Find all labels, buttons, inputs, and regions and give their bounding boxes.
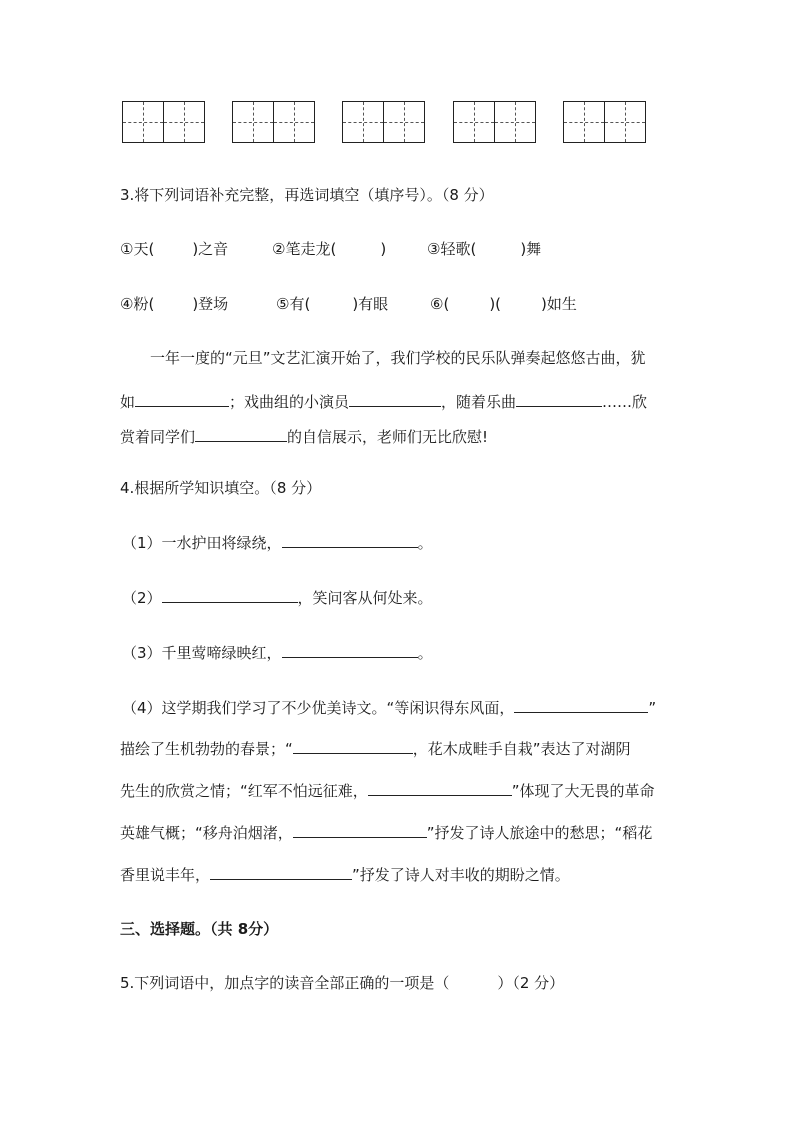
grid-cell[interactable] (563, 101, 605, 143)
writing-grid-5[interactable] (563, 101, 646, 143)
writing-grid-3[interactable] (342, 101, 425, 143)
answer-blank[interactable] (293, 739, 413, 754)
question-text: ）（2 分） (497, 974, 565, 992)
q3-item-4-start: ④粉( (120, 295, 155, 313)
item-number: （1） (122, 534, 162, 552)
q3-item-1 (120, 238, 228, 259)
q4-item-2 (122, 587, 433, 608)
writing-grid-1[interactable] (122, 101, 205, 143)
paragraph-text: 赏着同学们 (120, 428, 196, 446)
q3-item-4-end: )登场 (192, 295, 229, 313)
q3-item-5 (276, 293, 388, 314)
q4-item-4-line-3 (120, 780, 655, 801)
grid-cell[interactable] (122, 101, 164, 143)
answer-blank[interactable] (293, 823, 427, 838)
poem-line: 一水护田将绿绕， (161, 534, 282, 552)
grid-cell[interactable] (164, 101, 205, 143)
q3-item-2-start: ②笔走龙( (272, 240, 337, 258)
paragraph-text: 的自信展示，老师们无比欣慰! (287, 428, 489, 446)
q3-item-1-end: )之音 (192, 240, 229, 258)
q3-item-2-end: ) (380, 240, 387, 258)
paragraph-text: 英雄气概；“移舟泊烟渚， (120, 824, 293, 842)
q4-item-4-line-1 (122, 697, 656, 718)
paragraph-text: ，随着乐曲 (441, 393, 517, 411)
q4-item-4-line-5 (120, 864, 570, 885)
paragraph-text: 这学期我们学习了不少优美诗文。“等闲识得东风面， (161, 699, 515, 717)
q5-title (120, 972, 564, 993)
q4-item-1 (122, 532, 433, 553)
answer-blank[interactable] (195, 427, 287, 442)
answer-blank[interactable] (282, 533, 418, 548)
grid-cell[interactable] (274, 101, 315, 143)
grid-cell[interactable] (605, 101, 646, 143)
q3-paragraph-line-2 (120, 391, 647, 412)
paragraph-text: ”体现了大无畏的革命 (511, 782, 655, 800)
q3-item-3-end: )舞 (520, 240, 542, 258)
paragraph-text: ”抒发了诗人旅途中的愁思；“稻花 (426, 824, 653, 842)
q3-item-6-end: )如生 (541, 295, 577, 313)
q4-item-3 (122, 642, 433, 663)
answer-blank[interactable] (349, 392, 441, 407)
q3-paragraph-line-1: 一年一度的“元旦”文艺汇演开始了，我们学校的民乐队弹奏起悠悠古曲，犹 (150, 349, 646, 367)
answer-blank[interactable] (135, 392, 229, 407)
q3-paragraph-line-3 (120, 426, 488, 447)
paragraph-text: 先生的欣赏之情；“红军不怕远征难， (120, 782, 368, 800)
grid-cell[interactable] (384, 101, 425, 143)
writing-grid-2[interactable] (232, 101, 315, 143)
q3-item-4 (120, 293, 228, 314)
q3-item-5-end: )有眼 (352, 295, 389, 313)
item-number: （2） (122, 589, 162, 607)
answer-blank[interactable] (368, 781, 512, 796)
q3-item-3-start: ③轻歌( (427, 240, 477, 258)
writing-grid-4[interactable] (453, 101, 536, 143)
q4-title: 4.根据所学知识填空。（8 分） (120, 479, 322, 497)
grid-cell[interactable] (495, 101, 536, 143)
answer-blank[interactable] (514, 698, 648, 713)
q3-item-1-start: ①天( (120, 240, 155, 258)
q3-item-6 (430, 293, 577, 314)
answer-blank[interactable] (162, 588, 298, 603)
poem-line: 千里莺啼绿映红， (161, 644, 282, 662)
answer-blank[interactable] (516, 392, 602, 407)
q3-title: 3.将下列词语补充完整，再选词填空（填序号）。（8 分） (120, 186, 494, 204)
paragraph-text: ……欣 (602, 393, 648, 411)
paragraph-text: ；戏曲组的小演员 (229, 393, 350, 411)
q3-item-6-mid: )( (489, 295, 502, 313)
grid-cell[interactable] (232, 101, 274, 143)
punctuation: ” (648, 699, 657, 717)
paragraph-text: 香里说丰年， (120, 866, 211, 884)
paragraph-text: ，花木成畦手自栽”表达了对湖阴 (412, 740, 631, 758)
poem-line: ，笑问客从何处来。 (297, 589, 433, 607)
item-number: （4） (122, 699, 162, 717)
answer-blank[interactable] (282, 643, 418, 658)
q3-item-3 (427, 238, 541, 259)
answer-blank[interactable] (210, 865, 352, 880)
q3-item-2 (272, 238, 386, 259)
question-text: 5.下列词语中，加点字的读音全部正确的一项是（ (120, 974, 450, 992)
item-number: （3） (122, 644, 162, 662)
paragraph-text: 描绘了生机勃勃的春景；“ (120, 740, 293, 758)
grid-cell[interactable] (453, 101, 495, 143)
q3-item-6-start: ⑥( (430, 295, 450, 313)
punctuation: 。 (417, 534, 433, 552)
paragraph-text: ”抒发了诗人对丰收的期盼之情。 (352, 866, 570, 884)
q4-item-4-line-4 (120, 822, 652, 843)
q3-item-5-start: ⑤有( (276, 295, 311, 313)
q4-item-4-line-2 (120, 738, 631, 759)
paragraph-text: 如 (120, 393, 136, 411)
section-3-heading: 三、选择题。（共 8分） (120, 920, 279, 938)
grid-cell[interactable] (342, 101, 384, 143)
punctuation: 。 (417, 644, 433, 662)
